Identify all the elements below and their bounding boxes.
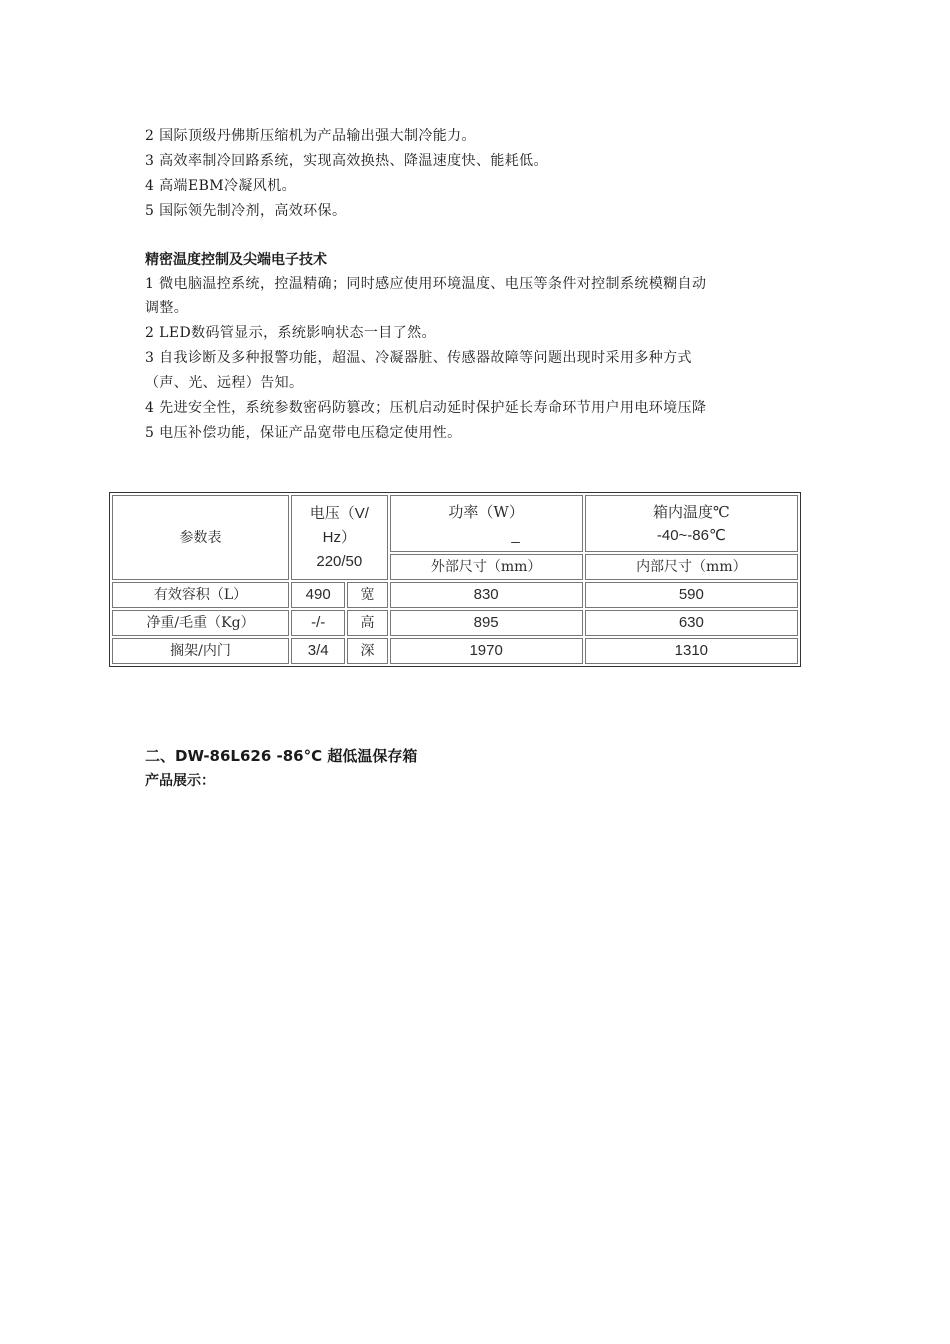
row-inner: 630 xyxy=(678,614,704,631)
voltage-cell xyxy=(291,495,388,580)
table-row xyxy=(112,582,798,608)
row-inner: 1310 xyxy=(674,642,709,659)
table-row xyxy=(112,610,798,636)
temperature-label: 箱内温度℃ xyxy=(652,502,730,521)
list-item: 2 LED数码管显示，系统影响状态一目了然。 xyxy=(145,325,436,341)
section-heading-control: 精密温度控制及尖端电子技术 xyxy=(145,252,327,268)
row-inner-cell xyxy=(585,638,798,664)
inner-size-header xyxy=(585,554,798,580)
row-outer: 830 xyxy=(473,586,499,603)
table-row xyxy=(112,638,798,664)
row-value: 3/4 xyxy=(307,642,329,659)
list-item: 5 国际领先制冷剂，高效环保。 xyxy=(145,203,347,219)
list-item: 3 自我诊断及多种报警功能，超温、冷凝器脏、传感器故障等问题出现时采用多种方式 xyxy=(145,350,692,366)
list-item: 4 先进安全性，系统参数密码防篡改；压机启动延时保护延长寿命环节用户用电环境压降 xyxy=(145,400,707,416)
list-item: 3 高效率制冷回路系统，实现高效换热、降温速度快、能耗低。 xyxy=(145,153,548,169)
outer-size-label: 外部尺寸（mm） xyxy=(430,559,542,575)
list-item: 1 微电脑温控系统，控温精确；同时感应使用环境温度、电压等条件对控制系统模糊自动 xyxy=(145,276,707,292)
list-item: 2 国际顶级丹佛斯压缩机为产品输出强大制冷能力。 xyxy=(145,128,476,144)
row-value: -/- xyxy=(311,614,326,631)
row-dim-cell xyxy=(347,638,387,664)
param-table-label-cell xyxy=(112,495,289,580)
list-item: 调整。 xyxy=(145,300,189,316)
row-label-cell xyxy=(112,638,289,664)
row-inner-cell xyxy=(585,582,798,608)
voltage-label-line1: 电压（V/ xyxy=(309,504,369,522)
row-dim-cell xyxy=(347,582,387,608)
power-label: 功率（W） xyxy=(448,502,524,521)
row-outer-cell xyxy=(390,582,583,608)
row-value-cell xyxy=(291,582,345,608)
row-value: 490 xyxy=(305,586,331,603)
row-label-cell xyxy=(112,610,289,636)
row-outer-cell xyxy=(390,610,583,636)
row-label: 搁架/内门 xyxy=(170,643,231,659)
row-outer: 895 xyxy=(473,614,499,631)
power-cell xyxy=(390,495,583,552)
product-section-title: 二、DW-86L626 -86°C 超低温保存箱 xyxy=(145,747,418,765)
row-label: 净重/毛重（Kg） xyxy=(146,615,255,631)
voltage-label-line2: Hz） xyxy=(322,528,356,546)
inner-size-label: 内部尺寸（mm） xyxy=(636,559,747,575)
list-item: 5 电压补偿功能，保证产品宽带电压稳定使用性。 xyxy=(145,425,462,441)
row-dim: 高 xyxy=(360,615,375,631)
row-outer: 1970 xyxy=(469,642,503,659)
row-value-cell xyxy=(291,638,345,664)
temperature-value: -40~-86℃ xyxy=(656,526,726,544)
row-label-cell xyxy=(112,582,289,608)
parameter-table xyxy=(109,492,801,667)
list-item: 4 高端EBM冷凝风机。 xyxy=(145,178,296,194)
row-dim: 宽 xyxy=(360,587,375,603)
row-dim-cell xyxy=(347,610,387,636)
row-inner: 590 xyxy=(678,586,704,603)
product-section-subtitle: 产品展示： xyxy=(145,773,215,789)
param-table-label: 参数表 xyxy=(179,529,222,546)
row-outer-cell xyxy=(390,638,583,664)
row-dim: 深 xyxy=(360,643,375,659)
list-item: （声、光、远程）告知。 xyxy=(145,375,304,391)
temperature-cell xyxy=(585,495,798,552)
row-inner-cell xyxy=(585,610,798,636)
row-label: 有效容积（L） xyxy=(153,587,248,603)
power-value: _ xyxy=(511,526,520,544)
voltage-value: 220/50 xyxy=(316,552,363,570)
row-value-cell xyxy=(291,610,345,636)
outer-size-header xyxy=(390,554,583,580)
